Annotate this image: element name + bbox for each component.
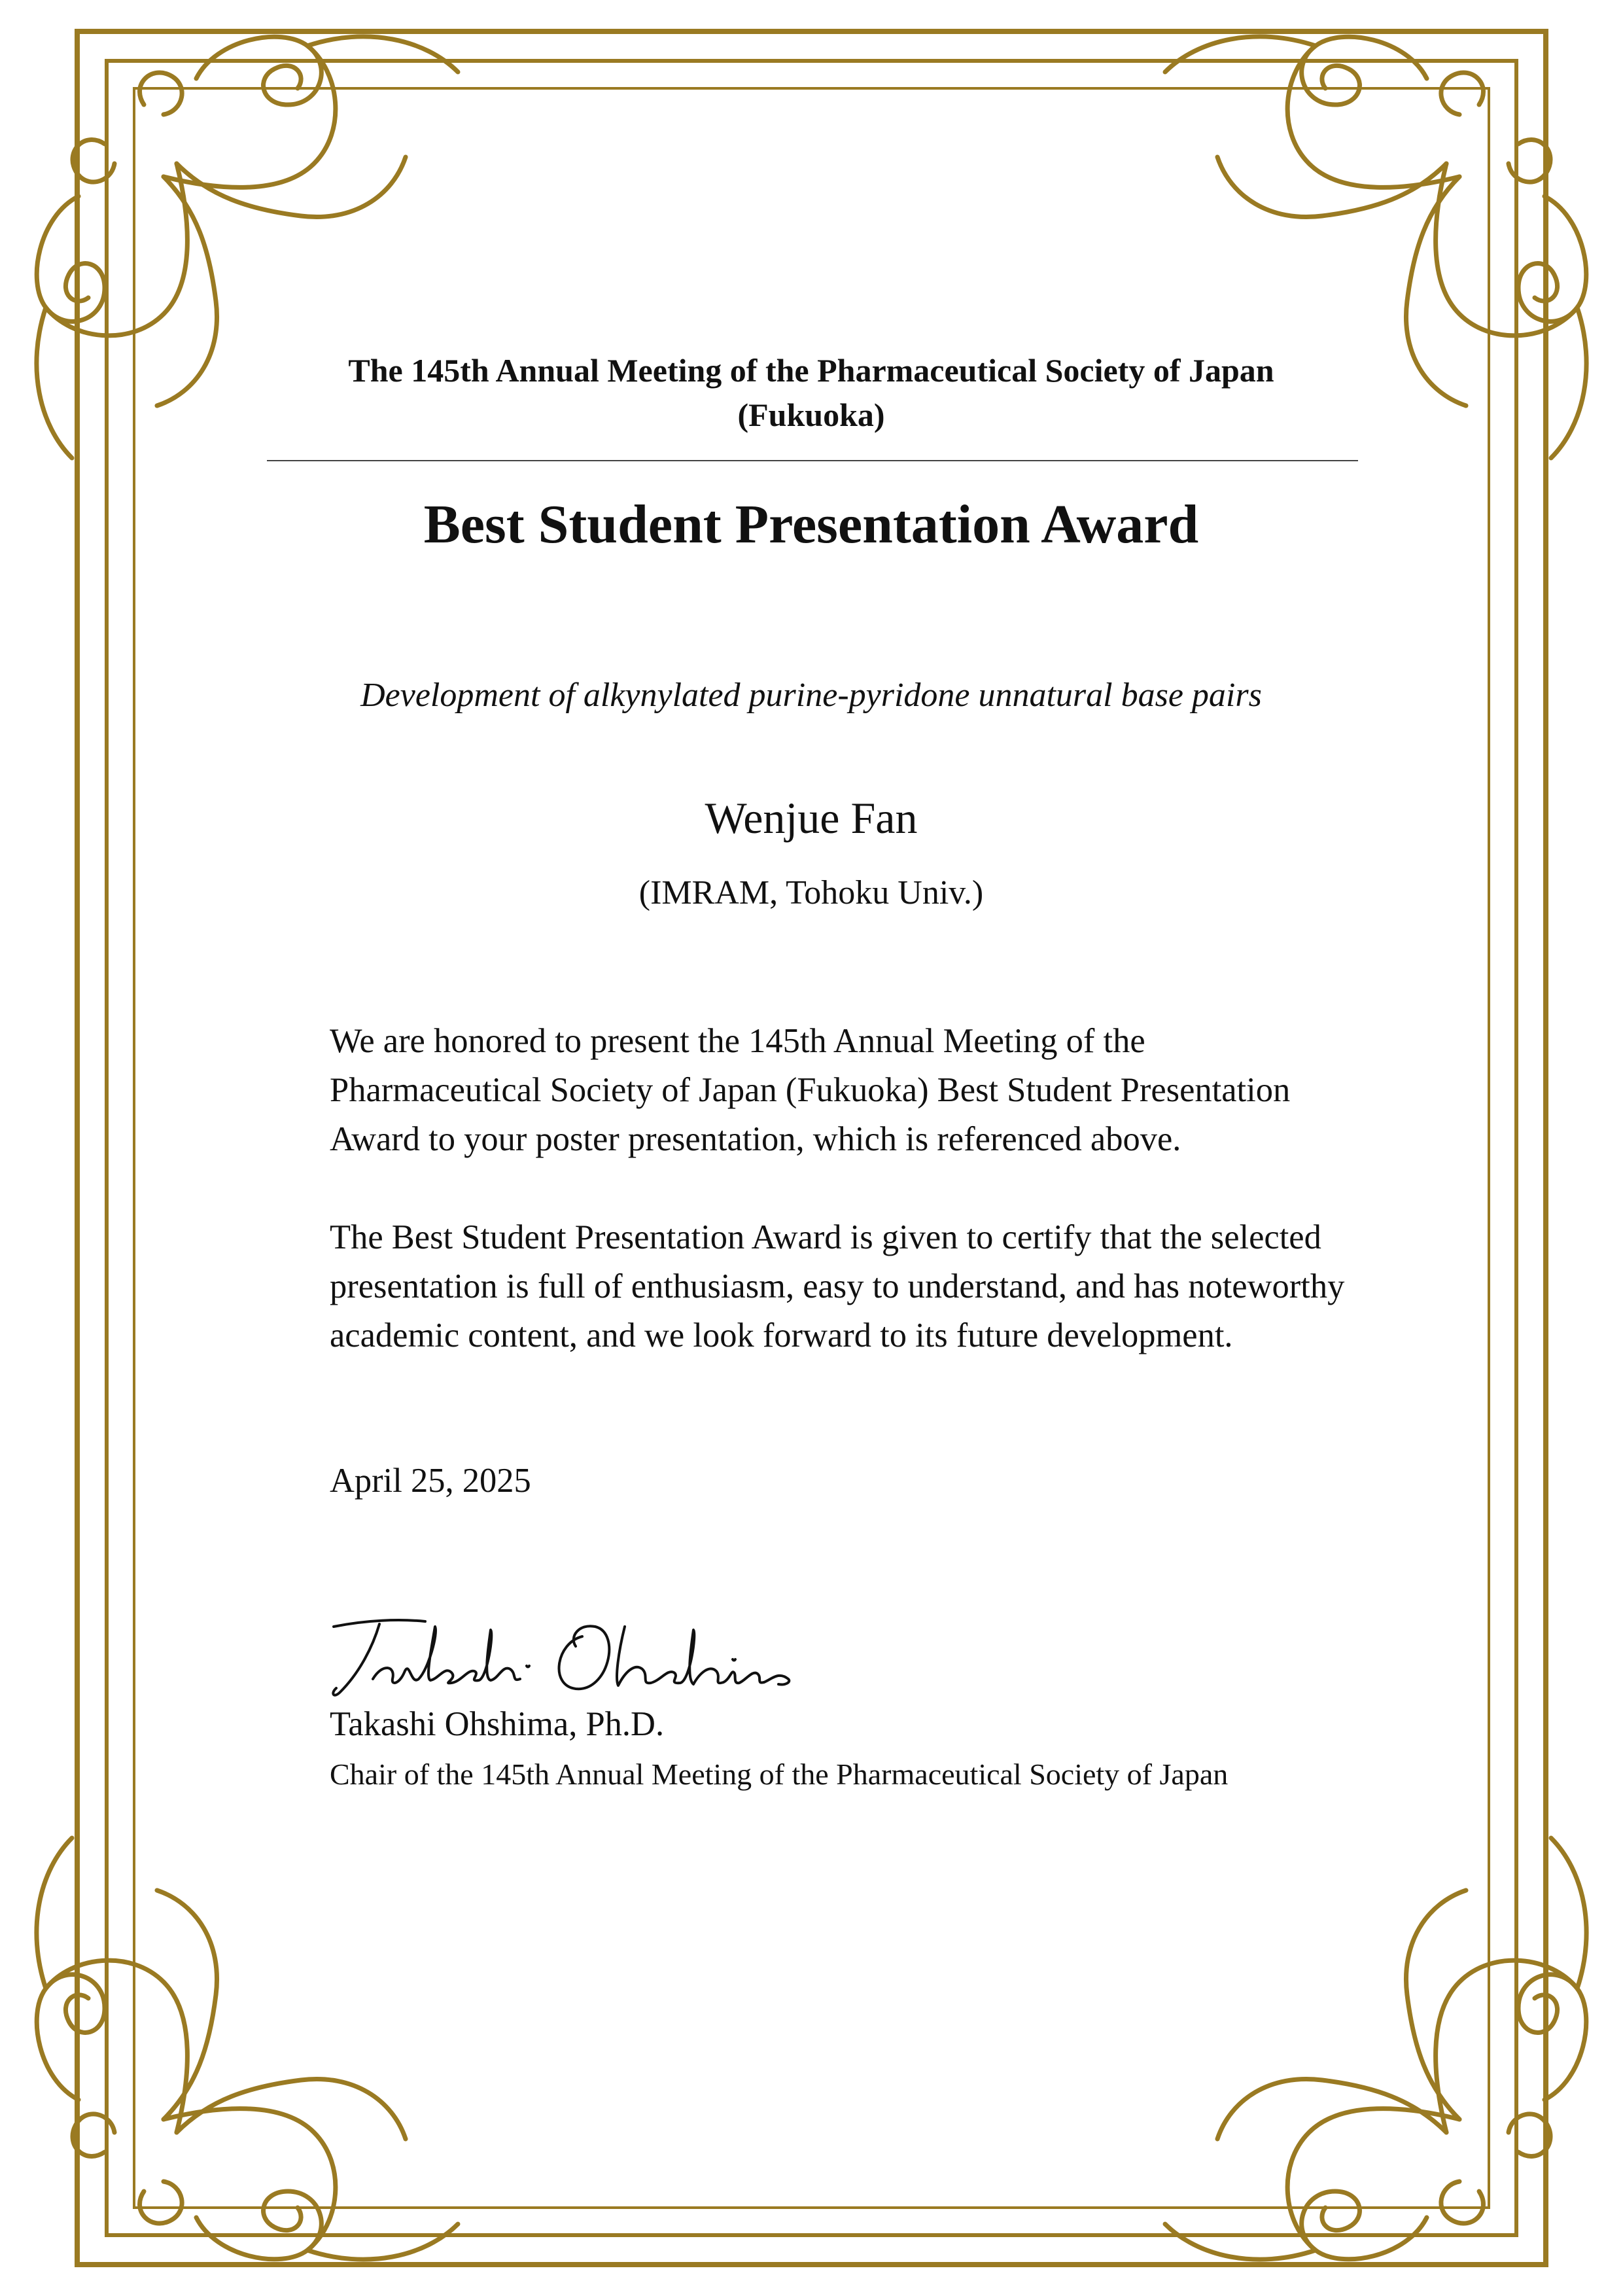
corner-ornament-bottom-left bbox=[37, 1838, 458, 2259]
award-title: Best Student Presentation Award bbox=[423, 494, 1199, 555]
body-paragraph-2: The Best Student Presentation Award is given to certify that the selected presentation is full of enthusiasm, easy to understand, and has noteworthy academic content, and we look forward to its future development. bbox=[330, 1218, 1345, 1354]
recipient-name: Wenjue Fan bbox=[705, 793, 918, 843]
meeting-heading-line2: (Fukuoka) bbox=[737, 397, 885, 433]
award-date: April 25, 2025 bbox=[330, 1462, 531, 1500]
signer-title: Chair of the 145th Annual Meeting of the Pharmaceutical Society of Japan bbox=[330, 1757, 1229, 1791]
heading-divider bbox=[267, 460, 1358, 461]
meeting-heading bbox=[262, 348, 1361, 437]
corner-ornament-bottom-right bbox=[1165, 1838, 1586, 2259]
handwritten-signature bbox=[327, 1607, 798, 1705]
body-paragraph-1: We are honored to present the 145th Annual Meeting of the Pharmaceutical Society of Japan (Fukuoka) Best Student Presentation Award to your poster presentation, which is referenced above. bbox=[330, 1022, 1291, 1158]
recipient-affiliation: (IMRAM, Tohoku Univ.) bbox=[638, 874, 984, 911]
presentation-title: Development of alkynylated purine-pyridone unnatural base pairs bbox=[360, 677, 1262, 714]
signer-name: Takashi Ohshima, Ph.D. bbox=[330, 1705, 665, 1743]
meeting-heading-line1: The 145th Annual Meeting of the Pharmaceutical Society of Japan bbox=[348, 352, 1274, 389]
